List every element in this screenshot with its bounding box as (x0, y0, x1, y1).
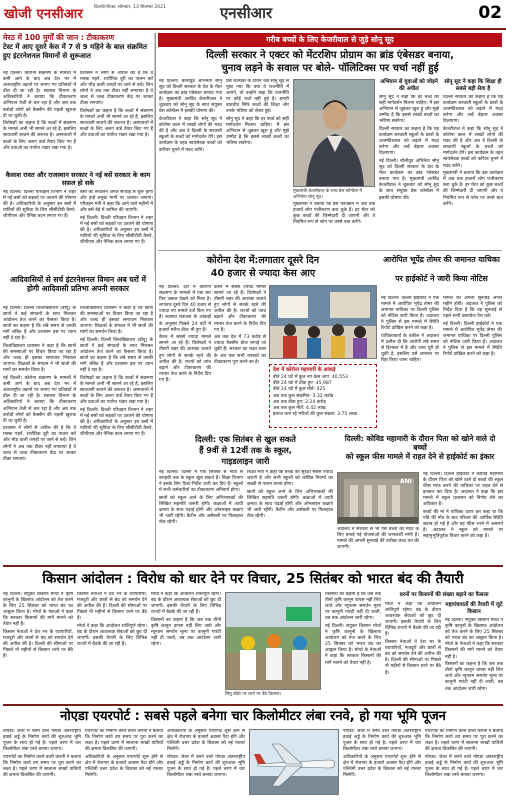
lead-col-2: प्रेस कॉन्फ्रेंस के दौरान जब सोनू सूद से पूछा गया कि क्या वे राजनीति में आएंगे, तो उन्होंने कहा कि राजनीति पर कोई चर्चा नहीं हुई है। हमारी बातचीत सिर्फ बच्चों की शिक्षा और उनके भविष्य को लेकर हुई। सोनू सूद ने कहा कि हर बच्चे को सही मार्गदर्शन मिलना चाहिए। मैं इस अभियान से जुड़कर खुश हूं और मुझे उम्मीद है कि इससे लाखों बच्चों का भविष्य संवरेगा। (226, 79, 289, 147)
school-headline-line-2: हैं 9वीं से 12वीं तक के स्कूल, (199, 445, 292, 455)
hc-photo (337, 472, 419, 524)
kisan-photo-caption: सिंघु बॉर्डर पर धरने पर बैठे किसान। (225, 692, 282, 697)
school-col-1: नई दिल्ली। दिल्ली में एक सितंबर से नौवीं से बारहवीं तक के स्कूल खुल सकते हैं। शिक्षा विभाग ने इसके लिए दिशा-निर्देश जारी कर दिए हैं। स्कूलों में सभी कर्मचारियों का टीकाकरण अनिवार्य होगा। छात्रों को स्कूल आने के लिए अभिभावकों की लिखित सहमति जरूरी होगी। कक्षाओं में आधी क्षमता के साथ पढ़ाई होगी और ऑनलाइन कक्षाएं भी जारी रहेंगी। कैंटीन और असेंबली पर फिलहाल रोक रहेगी। (159, 470, 243, 526)
school-col-2: शिक्षा मंत्री ने कहा कि बच्चों की सुरक्षा सबसे ज्यादा जरूरी है और सभी स्कूलों को कोविड नियमों का सख्ती से पालन करना होगा। छात्रों को स्कूल आने के लिए अभिभावकों की लिखित सहमति जरूरी होगी। कक्षाओं में आधी क्षमता के साथ पढ़ाई होगी और ऑनलाइन कक्षाएं भी जारी रहेंगी। कैंटीन और असेंबली पर फिलहाल रोक रहेगी। (247, 470, 333, 520)
left-story-col-2: प्रशासन ने लोगों से अपील की है कि वे मास्क पहनें, शारीरिक दूरी का पालन करें और भीड़ वाली जगहों पर जाने से बचें। जिन लोगों ने अब तक टीका नहीं लगवाया है वे जल्द से जल्द टीकाकरण केंद्र पर जाकर टीका लगवाएं। विशेषज्ञों का कहना है कि बच्चों में संक्रमण के मामले अभी भी सामने आ रहे हैं, इसलिए सावधानी बरतने की जरूरत है। अस्पतालों में बच्चों के लिए अलग वार्ड तैयार किए गए हैं और दवाओं का पर्याप्त भंडार रखा गया है। (80, 71, 153, 139)
left-story-headline: टेस्ट में आए दूसरे केस में 7 से 9 महिने के बाल संक्रमित हुए इंटरनेशनल विमानों से शुरूआत (3, 43, 147, 60)
masthead-info: दिल्ली/नोएडा, सोमवार, 13 सितम्बर 2021 (94, 5, 166, 10)
page-number: 02 (478, 3, 502, 23)
hc-photo-tag: ANI (400, 478, 412, 485)
left-story-2-col-2: विश्वविद्यालय प्रशासन ने कहा है कि छात्रों की समस्याओं पर विचार किया जा रहा है और जल्द ही इसका समाधान निकाला जाएगा। शिक्षकों के संगठन ने भी छात्रों की मांगों का समर्थन किया है। नई दिल्ली। दिल्ली विश्वविद्यालय (डीयू) के छात्रों ने कई संगठनों के साथ मिलकर आंदोलन तेज करने का फैसला किया है। छात्रों का कहना है कि लंबे समय से उनकी मांगें लंबित हैं और प्रशासन इस पर ध्यान नहीं दे रहा है। विशेषज्ञों का कहना है कि बच्चों में संक्रमण के मामले अभी भी सामने आ रहे हैं, इसलिए सावधानी बरतने की जरूरत है। अस्पतालों में बच्चों के लिए अलग वार्ड तैयार किए गए हैं और दवाओं का पर्याप्त भंडार रखा गया है। नई दिल्ली। दिल्ली परिवहन विभाग ने शहर में नई बसों को सड़कों पर उतारने की घोषणा की है। अधिकारियों के अनुसार इन बसों में यात्रियों की सुविधा के लिए सीसीटीवी कैमरे, जीपीएस और पैनिक बटन लगाए गए हैं। (80, 306, 153, 438)
school-headline-line-3: गाइडलाइन जारी (221, 456, 270, 466)
left-column-divider (155, 33, 156, 561)
left-story (3, 33, 155, 271)
noida-col-2: एयरपोर्ट का निर्माण करने वाली कंपनी ने बताया कि निर्माण कार्य तय समय पर पूरा करने का लक्ष्य है। पहले चरण में सालाना लाखों यात्रियों की क्षमता विकसित की जाएगी। अधिकारियों के अनुसार एयरपोर्ट शुरू होने से क्षेत्र में रोजगार के हजारों अवसर पैदा होंगे और पश्चिमी उत्तर प्रदेश के विकास को नई रफ्तार मिलेगी। (85, 729, 163, 779)
appeal-headline-line-2: पर हाईकोर्ट ने जारी किया नोटिस (395, 274, 488, 283)
covid-stats-title: देश में कोरोना महामारी के आंकड़े (273, 367, 336, 373)
masthead (0, 0, 506, 30)
covid-stat-row: अब तक कुल संक्रमित: 3.32 करोड़ (273, 393, 334, 399)
kisan-col-6: नई दिल्ली। संयुक्त किसान मोर्चा ने कृषि कानूनों के खिलाफ आंदोलन को तेज करने के लिए 25 सितंबर को भारत बंद का आह्वान किया है। मोर्चा के नेताओं ने कहा कि सरकार किसानों की मांगें मानने को तैयार नहीं है। किसानों का कहना है कि जब तक तीनों कृषि कानून वापस नहीं लिए जाते और न्यूनतम समर्थन मूल्य पर कानूनी गारंटी नहीं दी जाती, तब तक आंदोलन जारी रहेगा। (445, 618, 503, 692)
noida-col-5: एयरपोर्ट का निर्माण करने वाली कंपनी ने बताया कि निर्माण कार्य तय समय पर पूरा करने का लक्ष्य है। पहले चरण में सालाना लाखों यात्रियों की क्षमता विकसित की जाएगी। नोएडा। जेवर में बनने वाले नोएडा अंतरराष्ट्रीय हवाई अड्डे के निर्माण कार्य की शुरुआत भूमि पूजन के साथ हो गई है। पहले चरण में चार किलोमीटर लंबा रनवे बनाया जाएगा। (425, 729, 503, 779)
covid-photo (269, 285, 377, 359)
lead-col-4: सोनू सूद ने कहा कि हर बच्चे को सही मार्गदर्शन मिलना चाहिए। मैं इस अभियान से जुड़कर खुश हूं और मुझे उम्मीद है कि इससे लाखों बच्चों का भविष्य संवरेगा। दिल्ली सरकार का कहना है कि यह कार्यक्रम सरकारी स्कूलों के छात्रों के आत्मविश्वास को बढ़ाने में मदद करेगा और उन्हें बेहतर अवसर दिलाएगा। नई दिल्ली। बॉलीवुड अभिनेता सोनू सूद को दिल्ली सरकार के देश के मेंटर कार्यक्रम का ब्रांड एंबेसडर बनाया गया है। मुख्यमंत्री अरविंद केजरीवाल ने शुक्रवार को सोनू सूद के साथ संयुक्त प्रेस कॉन्फ्रेंस में इसकी घोषणा की। (379, 95, 439, 201)
covid-stat-row: अब तक ठीक हुए: 3.24 करोड़ (273, 399, 326, 405)
noida-col-3: अधिकारियों के अनुसार एयरपोर्ट शुरू होने से क्षेत्र में रोजगार के हजारों अवसर पैदा होंगे और पश्चिमी उत्तर प्रदेश के विकास को नई रफ्तार मिलेगी। नोएडा। जेवर में बनने वाले नोएडा अंतरराष्ट्रीय हवाई अड्डे के निर्माण कार्य की शुरुआत भूमि पूजन के साथ हो गई है। पहले चरण में चार किलोमीटर लंबा रनवे बनाया जाएगा। (167, 729, 245, 779)
school-headline-line-1: दिल्ली: एक सितंबर से खुल सकते (195, 434, 296, 444)
covid-col-1: नई दिल्ली। देश में कोरोना संक्रमण के मामलों में एक बार फिर उछाल देखने को मिला है। लगातार दूसरे दिन 40 हजार से ज्यादा नए मामले दर्ज किए गए हैं। स्वास्थ्य मंत्रालय के आंकड़ों के अनुसार पिछले 24 घंटों में हजारों मरीज ठीक भी हुए हैं। केरल में सबसे ज्यादा मामले सामने आ रहे हैं। विशेषज्ञों ने तीसरी लहर की आशंका जताते हुए लोगों से सतर्क रहने की अपील की है। राज्यों को जांच बढ़ाने और टीकाकरण की रफ्तार तेज करने के निर्देश दिए गए हैं। (159, 285, 211, 383)
left-story-kicker: मेरठ में 100 मुर्गों की जान : टीकाकरण (3, 33, 115, 42)
noida-col-1: नोएडा। जेवर में बनने वाले नोएडा अंतरराष्ट्रीय हवाई अड्डे के निर्माण कार्य की शुरुआत भूमि पूजन के साथ हो गई है। पहले चरण में चार किलोमीटर लंबा रनवे बनाया जाएगा। एयरपोर्ट का निर्माण करने वाली कंपनी ने बताया कि निर्माण कार्य तय समय पर पूरा करने का लक्ष्य है। पहले चरण में सालाना लाखों यात्रियों की क्षमता विकसित की जाएगी। (3, 729, 81, 779)
covid-stat-row: अब तक कुल मौतें: 4.42 लाख (273, 406, 326, 412)
lead-photo-caption: मुख्यमंत्री केजरीवाल के साथ प्रेस कॉन्फ्रेंस में अभिनेता सोनू सूद। (293, 189, 362, 200)
kisan-col-5: मोर्चा ने कहा कि आंदोलन शांतिपूर्ण रहेगा। बंद के दौरान आवश्यक सेवाओं को छूट दी जाएगी। इसकी तैयारी के लिए विभिन्न राज्यों में बैठकें की जा रही हैं। किसान नेताओं ने देश भर के व्यापारियों, मजदूरों और छात्रों से बंद को समर्थन देने की अपील की है। दिल्ली की सीमाओं पर पिछले नौ महीनों से किसान धरने पर बैठे हैं। (385, 602, 441, 676)
covid-stat-row: बीते 24 घंटे में कुल नए केस आए: 40,553 (273, 375, 348, 380)
covid-stats-box (269, 364, 377, 428)
hc-headline-line-2: को स्कूल फीस मामले में राहत देने से हाईकोर्ट का इंकार (345, 452, 495, 461)
kisan-col-4: किसानों का कहना है कि जब तक तीनों कृषि कानून वापस नहीं लिए जाते और न्यूनतम समर्थन मूल्य पर कानूनी गारंटी नहीं दी जाती, तब तक आंदोलन जारी रहेगा। नई दिल्ली। संयुक्त किसान मोर्चा ने कृषि कानूनों के खिलाफ आंदोलन को तेज करने के लिए 25 सितंबर को भारत बंद का आह्वान किया है। मोर्चा के नेताओं ने कहा कि सरकार किसानों की मांगें मानने को तैयार नहीं है। (325, 592, 381, 666)
airplane-photo-image (250, 730, 339, 795)
covid-stat-row: बीते 24 घंटे में ठीक हुए: 45,987 (273, 381, 332, 387)
hc-headline-line-1: दिल्ली: कोविड महामारी के दौरान पिता को खोने वाले दो बच्चों (344, 434, 496, 452)
lead-headline-line-1: दिल्ली सरकार ने एक्टर को मेंटरशिप प्रोग्राम का ब्रांड एंबेसडर बनाया, (206, 50, 454, 61)
left-story-subheadline: कैलाश रावत और राजस्थान सरकार ने नई बसें सरकार के काम सफ़ल हो सके (5, 171, 151, 187)
lead-col-5: दिल्ली सरकार का कहना है कि यह कार्यक्रम सरकारी स्कूलों के छात्रों के आत्मविश्वास को बढ़ाने में मदद करेगा और उन्हें बेहतर अवसर दिलाएगा। केजरीवाल ने कहा कि सोनू सूद ने कोरोना काल में लाखों लोगों की मदद की है और अब वे दिल्ली के सरकारी स्कूलों के बच्चों को मार्गदर्शन देंगे। इस कार्यक्रम के तहत स्वयंसेवक बच्चों को करियर चुनने में मदद करेंगे। मुख्यमंत्री ने बताया कि इस कार्यक्रम में अब तक हजारों लोग पंजीकरण करा चुके हैं। हर मेंटर को कुछ बच्चों की जिम्मेदारी दी जाएगी और वे नियमित रूप से फोन पर उनसे बात करेंगे। (443, 95, 503, 207)
covid-photo-image (270, 286, 377, 359)
lead-subhead-2: सोनू सूद ने कहा कि शिक्षा ही सबसे बड़ी सेवा है (444, 79, 502, 92)
section-divider (158, 250, 502, 251)
left-story-2-col-1: नई दिल्ली। दिल्ली विश्वविद्यालय (डीयू) के छात्रों ने कई संगठनों के साथ मिलकर आंदोलन तेज करने का फैसला किया है। छात्रों का कहना है कि लंबे समय से उनकी मांगें लंबित हैं और प्रशासन इस पर ध्यान नहीं दे रहा है। विश्वविद्यालय प्रशासन ने कहा है कि छात्रों की समस्याओं पर विचार किया जा रहा है और जल्द ही इसका समाधान निकाला जाएगा। शिक्षकों के संगठन ने भी छात्रों की मांगों का समर्थन किया है। नई दिल्ली। कोरोना संक्रमण के मामलों में कमी आने के बाद अब देश भर में अंतरराष्ट्रीय उड़ानों पर लगाए गए प्रतिबंधों में ढील दी जा रही है। स्वास्थ्य विभाग के अधिकारियों ने बताया कि टीकाकरण अभियान तेजी से चल रहा है और अब तक करोड़ों लोगों को वैक्सीन की पहली खुराक दी जा चुकी है। प्रशासन ने लोगों से अपील की है कि वे मास्क पहनें, शारीरिक दूरी का पालन करें और भीड़ वाली जगहों पर जाने से बचें। जिन लोगों ने अब तक टीका नहीं लगवाया है वे जल्द से जल्द टीकाकरण केंद्र पर जाकर टीका लगवाएं। (3, 306, 76, 462)
covid-headline-line-1: कोरोना देश में:लगातार दूसरे दिन (206, 255, 320, 266)
lead-subhead-1: अभियान से युवाओं को जोड़ने की अपील (380, 79, 438, 92)
lead-col-3: मुख्यमंत्री ने बताया कि इस कार्यक्रम में अब तक हजारों लोग पंजीकरण करा चुके हैं। हर मेंटर को कुछ बच्चों की जिम्मेदारी दी जाएगी और वे नियमित रूप से फोन पर उनसे बात करेंगे। (293, 202, 375, 226)
kisan-subhead-1: धरनों पर किसानों की संख्या बढ़ाने का फैसला (399, 592, 489, 598)
lead-col-1: नई दिल्ली। बॉलीवुड अभिनेता सोनू सूद को दिल्ली सरकार के देश के मेंटर कार्यक्रम का ब्रांड एंबेसडर बनाया गया है। मुख्यमंत्री अरविंद केजरीवाल ने शुक्रवार को सोनू सूद के साथ संयुक्त प्रेस कॉन्फ्रेंस में इसकी घोषणा की। केजरीवाल ने कहा कि सोनू सूद ने कोरोना काल में लाखों लोगों की मदद की है और अब वे दिल्ली के सरकारी स्कूलों के बच्चों को मार्गदर्शन देंगे। इस कार्यक्रम के तहत स्वयंसेवक बच्चों को करियर चुनने में मदद करेंगे। (159, 79, 222, 153)
hc-photo-image (338, 473, 419, 524)
section-title: एनसीआर (220, 4, 273, 22)
left-story-col-4: बसों का संचालन अगले सप्ताह से शुरू होगा और इन्हें प्रमुख मार्गों पर चलाया जाएगा। परिवहन मंत्री ने कहा कि आने वाले महीनों में और बसें बेड़े में शामिल की जाएंगी। नई दिल्ली। दिल्ली परिवहन विभाग ने शहर में नई बसों को सड़कों पर उतारने की घोषणा की है। अधिकारियों के अनुसार इन बसों में यात्रियों की सुविधा के लिए सीसीटीवी कैमरे, जीपीएस और पैनिक बटन लगाए गए हैं। (80, 190, 153, 246)
kisan-headline: किसान आंदोलन : विरोध को धार देने पर विचार, 25 सितंबर को भारत बंद की तैयारी (3, 565, 503, 589)
lead-photo-image (294, 80, 375, 187)
lead-headline-line-2: चुनाव लड़ने के सवाल पर बोले- पॉलिटिक्स पर चर्चा नहीं हुई (221, 63, 439, 74)
paper-name: खोजी एनसीआर (4, 7, 84, 22)
covid-headline-line-2: 40 हजार से ज्यादा केस आए (210, 268, 316, 279)
kisan-photo-image (226, 593, 321, 690)
left-story-col-3: नई दिल्ली। दिल्ली परिवहन विभाग ने शहर में नई बसों को सड़कों पर उतारने की घोषणा की है। अधिकारियों के अनुसार इन बसों में यात्रियों की सुविधा के लिए सीसीटीवी कैमरे, जीपीएस और पैनिक बटन लगाए गए हैं। (3, 190, 76, 220)
left-story-2-headline: आदिवासियों से सर्च इंटरनेशनल विमान अब घरों में होगी आदिवासी प्रतिभा अपनी सरकार (10, 275, 146, 294)
appeal-col-2: मामले की अगली सुनवाई अगले महीने होगी। अदालत ने पुलिस को निर्देश दिया है कि वह सुनवाई से पहले सभी दस्तावेज पेश करे। नई दिल्ली। दिल्ली हाईकोर्ट ने एक मामले में आरोपित भूपेंद्र तोमर की जमानत याचिका पर दिल्ली पुलिस को नोटिस जारी किया है। अदालत ने पुलिस से इस मामले में स्थिति रिपोर्ट दाखिल करने को कहा है। (443, 296, 502, 358)
appeal-headline-line-1: आरोपित भूपेंद्र तोमर की जमानत याचिका (383, 255, 500, 264)
hc-col-1: नई दिल्ली। दिल्ली हाईकोर्ट ने कोविड महामारी के दौरान पिता को खोने वाले दो बच्चों की स्कूल फीस माफ करने की याचिका पर राहत देने से इनकार कर दिया है। अदालत ने कहा कि इस मामले में स्कूल प्रशासन को निर्णय लेने का अधिकार है। बच्चों की मां ने याचिका दायर कर कहा था कि पति की मौत के बाद परिवार की आर्थिक स्थिति खराब हो गई है और वह फीस भरने में असमर्थ है। अदालत ने स्कूल को मामले पर सहानुभूतिपूर्वक विचार करने को कहा है। (423, 472, 503, 540)
covid-stat-row: इलाज करा रहे मरीजों की कुल संख्या: 3.75 लाख (273, 412, 357, 418)
kisan-col-1: नई दिल्ली। संयुक्त किसान मोर्चा ने कृषि कानूनों के खिलाफ आंदोलन को तेज करने के लिए 25 सितंबर को भारत बंद का आह्वान किया है। मोर्चा के नेताओं ने कहा कि सरकार किसानों की मांगें मानने को तैयार नहीं है। किसान नेताओं ने देश भर के व्यापारियों, मजदूरों और छात्रों से बंद को समर्थन देने की अपील की है। दिल्ली की सीमाओं पर पिछले नौ महीनों से किसान धरने पर बैठे हैं। (3, 592, 73, 660)
kisan-col-3: मोर्चा ने कहा कि आंदोलन शांतिपूर्ण रहेगा। बंद के दौरान आवश्यक सेवाओं को छूट दी जाएगी। इसकी तैयारी के लिए विभिन्न राज्यों में बैठकें की जा रही हैं। किसानों का कहना है कि जब तक तीनों कृषि कानून वापस नहीं लिए जाते और न्यूनतम समर्थन मूल्य पर कानूनी गारंटी नहीं दी जाती, तब तक आंदोलन जारी रहेगा। (151, 592, 221, 648)
noida-photo (249, 729, 339, 795)
noida-headline: नोएडा एयरपोर्ट : सबसे पहले बनेगा चार किलोमीटर लंबा रनवे, हो गया भूमि पूजन (3, 704, 503, 726)
noida-col-4: नोएडा। जेवर में बनने वाले नोएडा अंतरराष्ट्रीय हवाई अड्डे के निर्माण कार्य की शुरुआत भूमि पूजन के साथ हो गई है। पहले चरण में चार किलोमीटर लंबा रनवे बनाया जाएगा। अधिकारियों के अनुसार एयरपोर्ट शुरू होने से क्षेत्र में रोजगार के हजारों अवसर पैदा होंगे और पश्चिमी उत्तर प्रदेश के विकास को नई रफ्तार मिलेगी। (343, 729, 421, 779)
kisan-photo (225, 592, 321, 690)
top-banner: गरीब बच्चों के लिए केजरीवाल से जुड़े सोनू सूद (158, 33, 502, 47)
lead-photo (293, 79, 375, 187)
kisan-subhead-2: महापंचायतों की तैयारी में जुटे किसान (445, 602, 503, 615)
hc-col-2: अदालत ने सरकार से भी ऐसे बच्चों की मदद के लिए बनाई गई योजनाओं की जानकारी मांगी है। मामले की अगली सुनवाई की तारीख जल्द तय की जाएगी। (337, 527, 419, 551)
appeal-col-1: नई दिल्ली। दिल्ली हाईकोर्ट ने एक मामले में आरोपित भूपेंद्र तोमर की जमानत याचिका पर दिल्ली पुलिस को नोटिस जारी किया है। अदालत ने पुलिस से इस मामले में स्थिति रिपोर्ट दाखिल करने को कहा है। याचिकाकर्ता के वकील ने अदालत में दलील दी कि आरोपी लंबे समय से हिरासत में है और जांच पूरी हो चुकी है, इसलिए उसे जमानत पर रिहा किया जाना चाहिए। (381, 296, 439, 364)
kisan-col-2: किसान नेताओं ने देश भर के व्यापारियों, मजदूरों और छात्रों से बंद को समर्थन देने की अपील की है। दिल्ली की सीमाओं पर पिछले नौ महीनों से किसान धरने पर बैठे हैं। मोर्चा ने कहा कि आंदोलन शांतिपूर्ण रहेगा। बंद के दौरान आवश्यक सेवाओं को छूट दी जाएगी। इसकी तैयारी के लिए विभिन्न राज्यों में बैठकें की जा रही हैं। (77, 592, 147, 648)
covid-col-2: केरल में सबसे ज्यादा मामले सामने आ रहे हैं। विशेषज्ञों ने तीसरी लहर की आशंका जताते हुए लोगों से सतर्क रहने की अपील की है। राज्यों को जांच बढ़ाने और टीकाकरण की रफ्तार तेज करने के निर्देश दिए गए हैं। अब तक देश में 73 करोड़ से ज्यादा वैक्सीन डोज लगाई जा चुकी हैं। सरकार का लक्ष्य साल के अंत तक सभी वयस्कों का टीकाकरण पूरा करने का है। (214, 285, 266, 365)
covid-stat-row: बीते 24 घंटे में कुल मौतें: 425 (273, 387, 326, 393)
left-story-col-1: नई दिल्ली। कोरोना संक्रमण के मामलों में कमी आने के बाद अब देश भर में अंतरराष्ट्रीय उड़ानों पर लगाए गए प्रतिबंधों में ढील दी जा रही है। स्वास्थ्य विभाग के अधिकारियों ने बताया कि टीकाकरण अभियान तेजी से चल रहा है और अब तक करोड़ों लोगों को वैक्सीन की पहली खुराक दी जा चुकी है। विशेषज्ञों का कहना है कि बच्चों में संक्रमण के मामले अभी भी सामने आ रहे हैं, इसलिए सावधानी बरतने की जरूरत है। अस्पतालों में बच्चों के लिए अलग वार्ड तैयार किए गए हैं और दवाओं का पर्याप्त भंडार रखा गया है। (3, 71, 76, 151)
